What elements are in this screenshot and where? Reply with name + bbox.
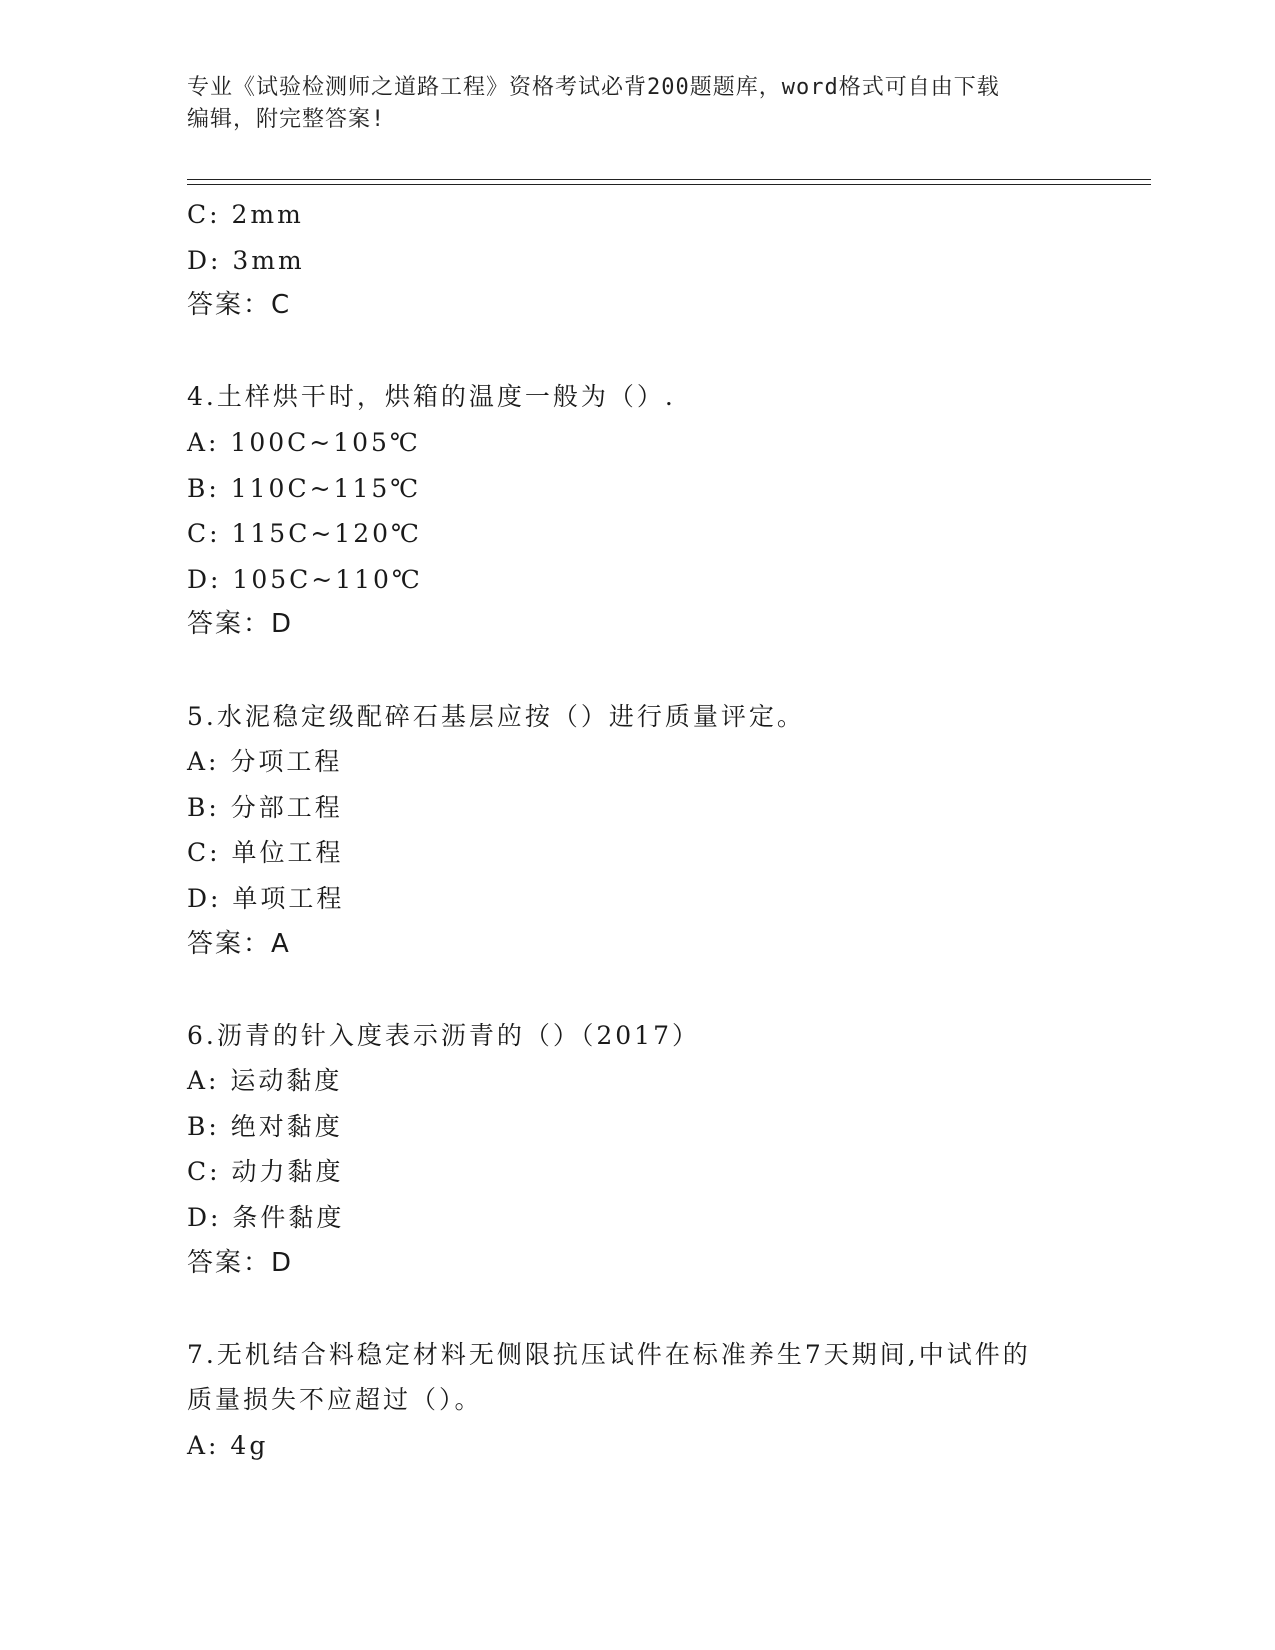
answer-line: 答案：A bbox=[187, 928, 291, 959]
header-title-line-1: 专业《试验检测师之道路工程》资格考试必背200题题库，word格式可自由下载 bbox=[187, 75, 1000, 100]
option-c: C: 动力黏度 bbox=[187, 1157, 344, 1187]
header-rule-bottom bbox=[187, 184, 1151, 185]
question-spacer bbox=[187, 648, 1137, 694]
option-a: A: 分项工程 bbox=[187, 747, 343, 777]
question-spacer bbox=[187, 329, 1137, 375]
option-d: D: 105C~110℃ bbox=[187, 564, 423, 594]
page-header bbox=[187, 72, 1087, 136]
option-d: D: 条件黏度 bbox=[187, 1203, 345, 1233]
question-stem: 5.水泥稳定级配碎石基层应按（）进行质量评定。 bbox=[187, 701, 805, 731]
header-rule-top bbox=[187, 179, 1151, 180]
option-a: A: 运动黏度 bbox=[187, 1066, 343, 1096]
question-stem: 6.沥青的针入度表示沥青的（）（2017） bbox=[187, 1020, 700, 1050]
answer-line: 答案：C bbox=[187, 290, 292, 321]
question-3-tail bbox=[187, 192, 1137, 329]
option-b: B: 110C~115℃ bbox=[187, 473, 422, 503]
question-5 bbox=[187, 694, 1137, 968]
option-a: A: 4g bbox=[187, 1431, 269, 1461]
question-stem-line-2: 质量损失不应超过（）。 bbox=[187, 1385, 483, 1415]
question-spacer bbox=[187, 1286, 1137, 1332]
option-d: D: 3mm bbox=[187, 245, 305, 275]
option-a: A: 100C~105℃ bbox=[187, 427, 421, 457]
question-spacer bbox=[187, 967, 1137, 1013]
question-stem-line-1: 7.无机结合料稳定材料无侧限抗压试件在标准养生7天期间,中试件的 bbox=[187, 1339, 1031, 1369]
option-d: D: 单项工程 bbox=[187, 883, 345, 913]
question-7 bbox=[187, 1332, 1137, 1469]
option-b: B: 绝对黏度 bbox=[187, 1111, 343, 1141]
answer-line: 答案：D bbox=[187, 609, 294, 640]
question-6 bbox=[187, 1013, 1137, 1287]
question-list bbox=[187, 192, 1137, 1469]
question-stem: 4.土样烘干时，烘箱的温度一般为（）. bbox=[187, 382, 676, 412]
option-c: C: 115C~120℃ bbox=[187, 519, 422, 549]
header-title-line-2: 编辑，附完整答案! bbox=[187, 107, 386, 132]
option-c: C: 单位工程 bbox=[187, 838, 344, 868]
option-c: C: 2mm bbox=[187, 200, 304, 229]
answer-line: 答案：D bbox=[187, 1247, 294, 1278]
question-4 bbox=[187, 374, 1137, 648]
option-b: B: 分部工程 bbox=[187, 792, 343, 822]
